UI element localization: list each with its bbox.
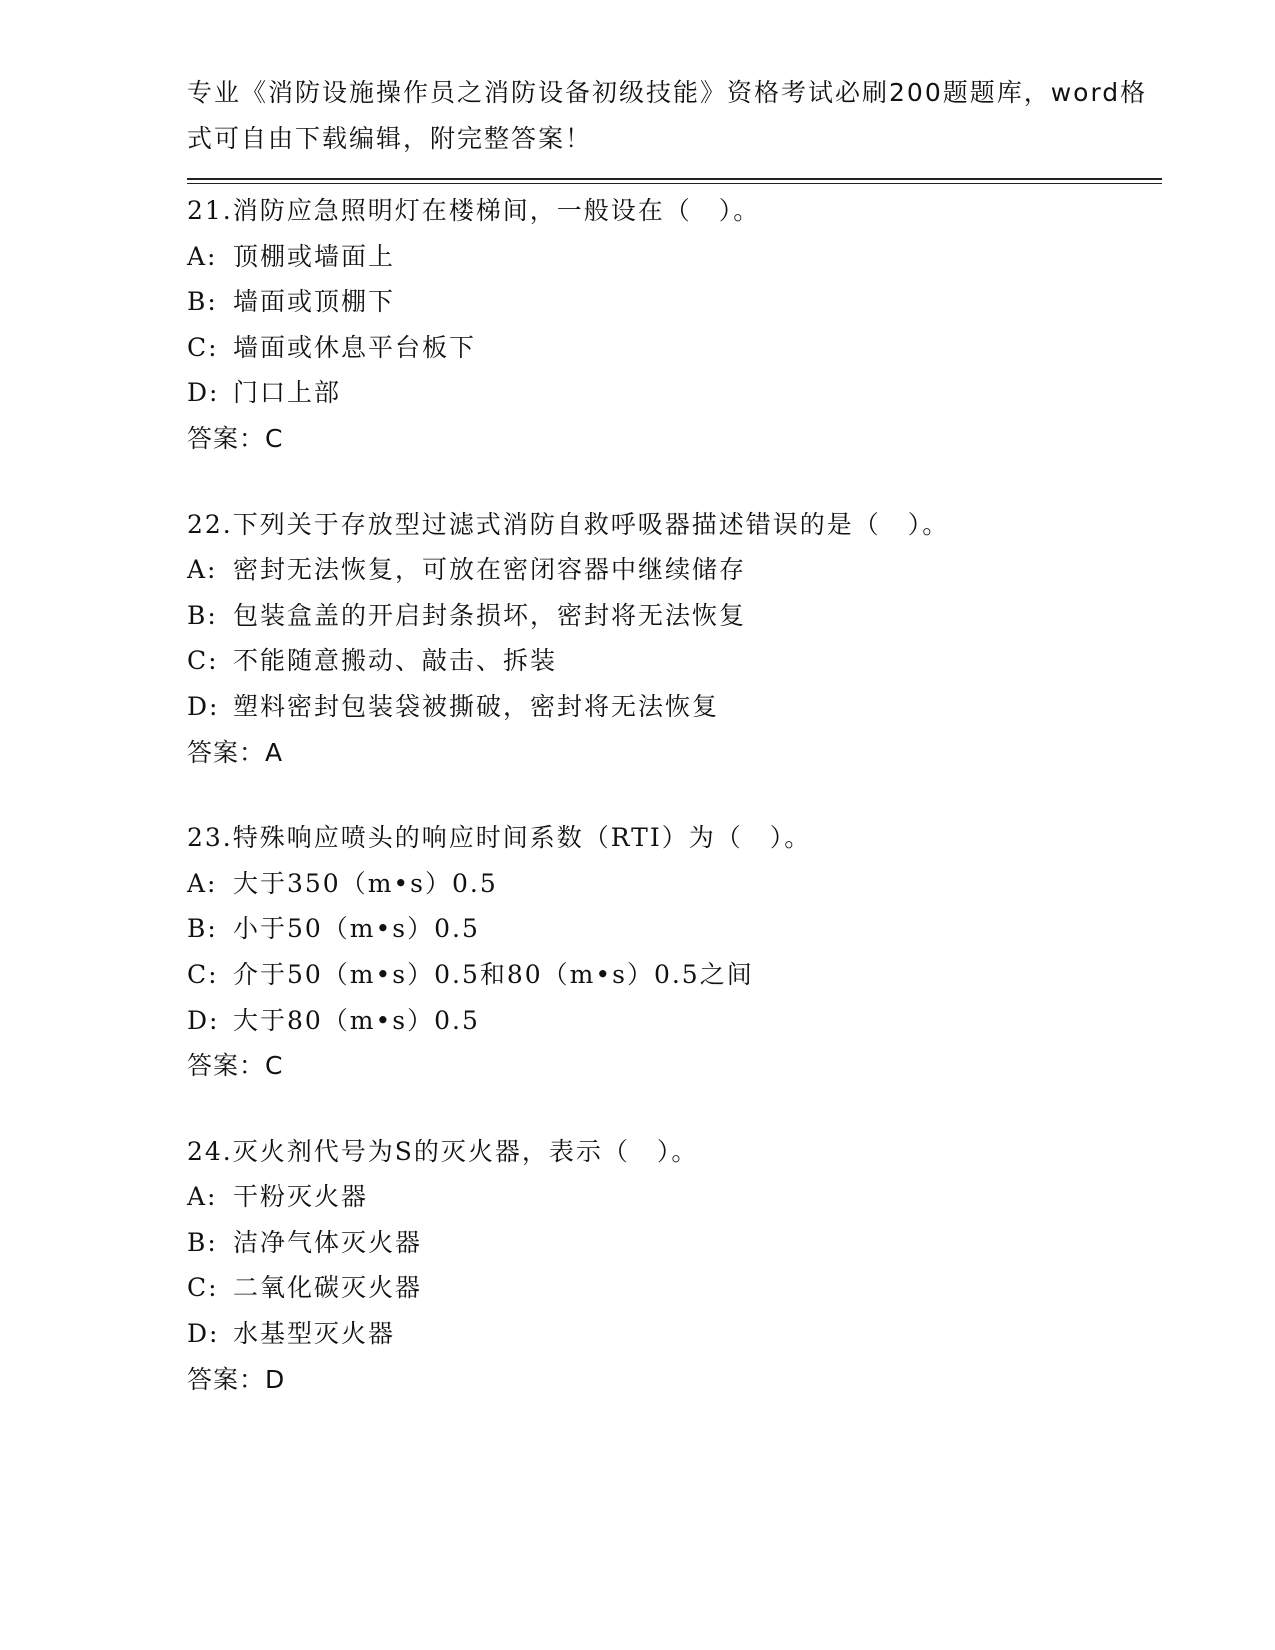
option-text: 水基型灭火器	[233, 1319, 396, 1349]
option-text: 不能随意搬动、敲击、拆装	[233, 646, 558, 676]
option-d	[187, 1311, 1162, 1357]
question-22	[187, 502, 1162, 776]
option-prefix: A:	[187, 868, 218, 898]
option-prefix: C:	[187, 1273, 219, 1303]
option-prefix: D:	[187, 378, 220, 408]
option-prefix: C:	[187, 959, 219, 989]
option-text: 干粉灭火器	[233, 1182, 369, 1212]
header-line-1: 专业《消防设施操作员之消防设备初级技能》资格考试必刷200题题库，word格	[187, 78, 1148, 107]
option-prefix: D:	[187, 691, 220, 721]
option-prefix: A:	[187, 555, 218, 585]
question-stem: 24.灭火剂代号为S的灭火器，表示（ ）。	[187, 1136, 699, 1166]
question-23	[187, 815, 1162, 1089]
answer-line: 答案：C	[187, 423, 284, 453]
header-divider-thin	[187, 183, 1162, 184]
option-c	[187, 638, 1162, 684]
question-stem: 21.消防应急照明灯在楼梯间，一般设在（ ）。	[187, 196, 761, 225]
option-a	[187, 1174, 1162, 1220]
option-text: 二氧化碳灭火器	[233, 1273, 423, 1303]
option-prefix: A:	[187, 1182, 218, 1212]
option-a	[187, 547, 1162, 593]
question-21	[187, 188, 1162, 462]
question-stem: 22.下列关于存放型过滤式消防自救呼吸器描述错误的是（ ）。	[187, 509, 950, 539]
option-c	[187, 1265, 1162, 1311]
option-d	[187, 998, 1162, 1044]
header-divider-thick	[187, 178, 1162, 180]
answer-line: 答案：A	[187, 737, 284, 767]
option-text: 大于350（m•s）0.5	[233, 868, 498, 898]
option-text: 墙面或休息平台板下	[233, 332, 477, 362]
document-header	[187, 70, 1148, 161]
option-text: 洁净气体灭火器	[233, 1227, 423, 1257]
option-prefix: C:	[187, 646, 219, 676]
answer-line: 答案：D	[187, 1364, 286, 1394]
option-prefix: B:	[187, 600, 218, 630]
option-text: 包装盒盖的开启封条损坏，密封将无法恢复	[233, 600, 747, 630]
option-text: 顶棚或墙面上	[233, 241, 396, 271]
option-text: 门口上部	[233, 378, 342, 408]
option-text: 介于50（m•s）0.5和80（m•s）0.5之间	[233, 959, 754, 989]
question-24	[187, 1129, 1162, 1403]
option-c	[187, 952, 1162, 998]
question-stem: 23.特殊响应喷头的响应时间系数（RTI）为（ ）。	[187, 823, 812, 853]
answer-line: 答案：C	[187, 1051, 284, 1081]
option-prefix: D:	[187, 1319, 220, 1349]
option-d	[187, 684, 1162, 730]
option-b	[187, 906, 1162, 952]
option-a	[187, 234, 1162, 280]
header-line-2: 式可自由下载编辑，附完整答案！	[187, 123, 593, 153]
option-prefix: D:	[187, 1005, 220, 1035]
option-text: 大于80（m•s）0.5	[233, 1005, 480, 1035]
option-text: 小于50（m•s）0.5	[233, 914, 480, 944]
option-prefix: C:	[187, 332, 219, 362]
option-text: 密封无法恢复，可放在密闭容器中继续储存	[233, 555, 747, 585]
option-prefix: A:	[187, 241, 218, 271]
option-text: 塑料密封包装袋被撕破，密封将无法恢复	[233, 691, 720, 721]
option-prefix: B:	[187, 287, 218, 317]
option-prefix: B:	[187, 1227, 218, 1257]
option-prefix: B:	[187, 914, 218, 944]
option-text: 墙面或顶棚下	[233, 287, 396, 317]
option-b	[187, 593, 1162, 639]
option-d	[187, 370, 1162, 416]
option-b	[187, 279, 1162, 325]
option-c	[187, 325, 1162, 371]
option-a	[187, 861, 1162, 907]
question-list	[187, 188, 1162, 1442]
option-b	[187, 1220, 1162, 1266]
